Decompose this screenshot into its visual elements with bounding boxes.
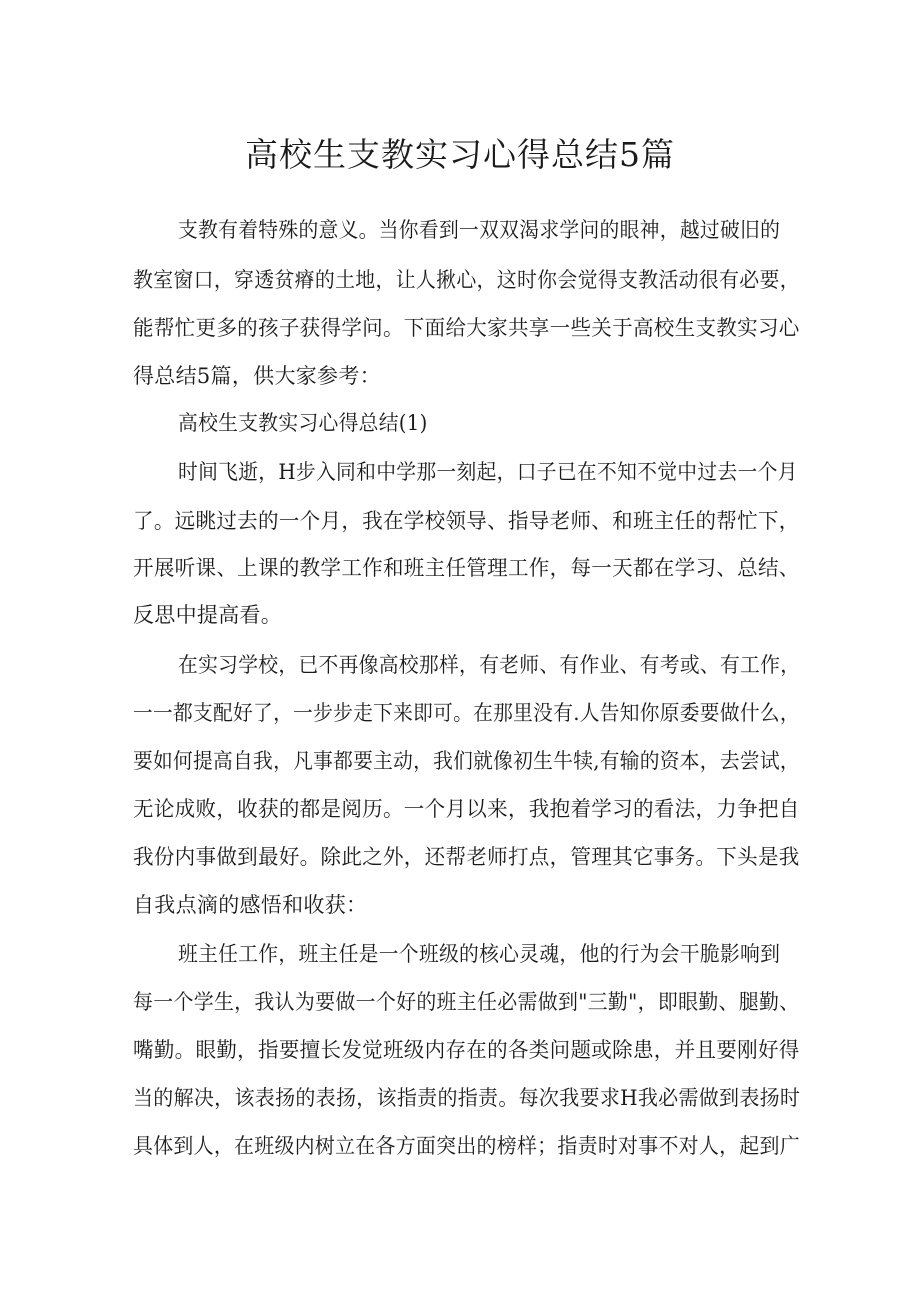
paragraph2-line-6: 自我点滴的感悟和收获： [133,893,368,917]
paragraph1-line-4: 反思中提高看。 [133,603,283,627]
paragraph1-line-2: 了。远眺过去的一个月，我在学校领导、指导老师、和班主任的帮忙下， [133,509,800,533]
paragraph2-line-4: 无论成败，收获的都是阅历。一个月以来，我抱着学习的看法，力争把自 [133,797,800,821]
paragraph3-line-4: 当的解决，该表扬的表扬，该指责的指责。每次我要求H我必需做到表扬时 [133,1086,801,1110]
paragraph1-line-3: 开展听课、上课的教学工作和班主任管理工作，每一天都在学习、总结、 [133,556,800,580]
paragraph2-line-2: 一一都支配好了，一步步走下来即可。在那里没有.人告知你原委要做什么， [133,701,800,725]
intro-line-3: 能帮忙更多的孩子获得学问。下面给大家共享一些关于高校生支教实习心 [133,316,800,340]
paragraph3-line-5: 具体到人，在班级内树立在各方面突出的榜样；指责时对事不对人，起到广 [133,1134,800,1158]
paragraph3-line-3: 嘴勤。眼勤，指要擅长发觉班级内存在的各类问题或除患，并且要刚好得 [133,1038,800,1062]
paragraph2-line-1: 在实习学校，已不再像高校那样，有老师、有作业、有考或、有工作， [178,653,801,677]
intro-line-1: 支教有着特殊的意义。当你看到一双双渴求学问的眼神，越过破旧的 [178,218,781,242]
intro-line-2: 教室窗口，穿透贫瘠的土地，让人揪心，这时你会觉得支教活动很有必要， [133,268,800,292]
paragraph1-line-1: 时间飞逝，H步入同和中学那一刻起，口子已在不知不觉中过去一个月 [178,460,798,484]
intro-line-4: 得总结5篇，供大家参考： [133,364,381,388]
paragraph2-line-5: 我份内事做到最好。除此之外，还帮老师打点，管理其它事务。下头是我 [133,845,800,869]
paragraph3-line-2: 每一个学生，我认为要做一个好的班主任必需做到"三勤"，即眼勤、腿勤、 [133,990,800,1014]
paragraph3-line-1: 班主任工作，班主任是一个班级的核心灵魂，他的行为会干脆影响到 [178,942,781,966]
paragraph2-line-3: 要如何提高自我，凡事都要主动，我们就像初生牛犊,有输的资本，去尝试， [133,749,800,773]
section-heading: 高校生支教实习心得总结(1) [178,411,428,435]
document-title: 高校生支教实习心得总结5篇 [245,135,675,174]
